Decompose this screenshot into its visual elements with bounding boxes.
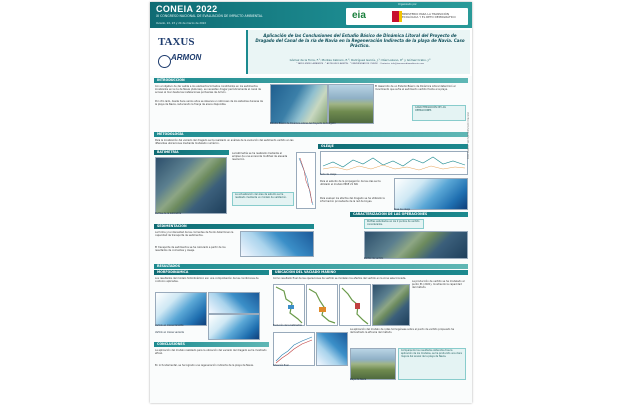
section-resultados: RESULTADOS [154, 264, 468, 269]
intro-text-right: El desarrollo de un Estudio Básico de Dinámica Litoral determinó el movimiento que sufre el sedimento vertido frente a la playa. [375, 85, 456, 91]
intro-objectives-box: CARACTERIZACIÓN DE LAS OPERACIONES [412, 105, 466, 121]
section-caracterizacion: CARACTERIZACIÓN DE LAS OPERACIONES [350, 212, 468, 217]
intro-beach-photo [328, 84, 374, 124]
morpho-map-2 [208, 292, 260, 314]
figure-caption-5: Puntos de vertido [364, 257, 384, 260]
conference-title: CONEIA 2022 [156, 4, 218, 14]
conclusions-text-1: La aplicación del modelo realizado para la ubicación del vaciado del dragado se ha mostrado eficaz. [155, 349, 267, 355]
final-profile-lines [274, 333, 314, 365]
dredge-text-1: Como resultado final de las operaciones de vertido se modelan los efectos del vertido en la zona seleccionada. [273, 277, 407, 280]
dredge-coast-2 [307, 285, 337, 325]
conference-subtitle: XI CONGRESO NACIONAL DE EVALUACIÓN DE IMPACTO AMBIENTAL [156, 14, 263, 18]
organizer-label: Organizado por: [398, 3, 418, 6]
bathymetry-note: La actualización del área de estudio se ha realizado mediante un modelo de validación. [232, 192, 294, 206]
morpho-text: Los resultados del modelo hidrodinámico son una comprobación de las condiciones de contorno aplicadas. [155, 277, 259, 283]
section-conclusiones: CONCLUSIONES [154, 342, 269, 347]
figure-caption-4: Rosa de oleaje [394, 208, 410, 211]
taxus-logo: TAXUS [158, 36, 195, 48]
side-note: POSTER COMUNICACIÓN DEL CONEIA 2022 [466, 112, 469, 160]
section-batimetria: BATIMETRÍA [154, 150, 229, 155]
wave-rose-map [394, 178, 468, 210]
figure-caption-3: Serie de oleaje [320, 173, 337, 176]
government-logo [392, 11, 462, 22]
bathymetry-text: La batimetría se ha realizado mediante el empleo de una ecosonda multihaz de elevada resolución. [232, 152, 288, 161]
conclusions-highlight-box: Comparando los resultados obtenidos tras la aplicación de los modelos, se ha producido una clara mejora del arenal de la playa de Navia. [398, 348, 466, 380]
figure-caption-2: Perfiles de la batimetría [155, 212, 182, 215]
government-label: MINISTERIO PARA LA TRANSICIÓN ECOLÓGICA Y EL RETO DEMOGRÁFICO [402, 12, 456, 19]
armon-emblem-icon [158, 55, 171, 68]
wave-series-line [321, 152, 467, 174]
paper-authors: Gómez de la Torre, F.¹; Montes Cabrero, E.²; Rodríguez García, J.¹; Díaz Lozano, P.¹ y Gómez Crabo, J.³ [289, 58, 431, 62]
poster [150, 2, 472, 403]
dredge-text-3: La producción de vertido se ha modelado al punto P1 (2021), mostrando la capacidad del método. [412, 280, 465, 289]
section-sedimentacion: SEDIMENTACIÓN [154, 224, 314, 229]
section-morfodinamica: MORFODINÁMICA [154, 270, 269, 275]
conclusions-text-2: En lo fundamental, se ha logrado una regeneración indirecta de la playa de Navia. [155, 364, 254, 367]
section-intro: INTRODUCCIÓN [154, 78, 468, 83]
sediment-text-1: La forma y la intensidad de las corrientes de fondo determinan la capacidad de transporte de sedimentos. [155, 231, 234, 237]
sediment-text-2: El transporte de sedimentos se ha calculado a partir de los resultados de corrientes y oleaje. [155, 246, 226, 252]
section-oleaje: OLEAJE [318, 144, 468, 149]
armon-wordmark: ARMON [171, 53, 202, 62]
dredge-map-1 [273, 284, 305, 326]
method-text: Para la localización del vaciado del dragado se ha realizado un análisis de la evolución del sedimento vertido en las diferentes ubicaciones mediante modelado numérico. [155, 139, 294, 145]
conference-dates: Oviedo, 22, 23 y 24 de marzo de 2022 [156, 22, 207, 25]
wave-series-chart [320, 151, 468, 175]
figure-caption-10: Situación final [273, 364, 289, 367]
operations-map [364, 231, 468, 259]
figure-caption-6: Playa de Navia [350, 378, 367, 381]
figure-caption-8: Vertido en marea vaciante [155, 331, 184, 334]
intro-text-2: Por otro lado, desde hace varios años se observa un retroceso de los sistemas dunares de la playa de Navia, reduciendo la franja de arena disponible. [155, 100, 263, 106]
dredge-coast-1 [274, 285, 304, 325]
operations-box: Perfiles estudiados en los 2 puntos de vertido considerados. [364, 219, 424, 229]
eia-logo: eia [352, 10, 366, 21]
figure-caption-7: Vertido en marea llenante [155, 324, 184, 327]
intro-aerial-photo [270, 84, 328, 124]
dredge-map-3 [339, 284, 371, 326]
bathymetry-profile-chart [296, 152, 316, 209]
dredge-text-2: La aplicación del modelo de rutas homogéneas sobre el punto de vertido propuesto ha demostrado la eficacia del método. [350, 328, 455, 334]
beach-result-photo [350, 348, 396, 380]
organizer-logos [346, 8, 468, 25]
dredge-map-4 [372, 284, 410, 326]
morpho-map-1 [155, 292, 207, 326]
armon-logo [158, 54, 204, 68]
figure-caption-1: Estudio Básico de Dinámica Litoral del Proyecto de Dragado [270, 122, 336, 125]
final-situation-map [316, 332, 348, 366]
sediment-map [240, 231, 314, 257]
profile-lines [297, 153, 315, 208]
dredge-map-2 [306, 284, 338, 326]
section-method: METODOLOGÍA [154, 132, 468, 137]
dredge-coast-3 [340, 285, 370, 325]
figure-caption-9: Evolución de la batimetría [273, 324, 302, 327]
header-banner [150, 2, 472, 28]
paper-title-box [246, 30, 470, 74]
wave-text-2: Para evaluar los efectos del dragado se ha utilizado la información procedente de la red de boyas. [320, 197, 385, 203]
wave-text-1: Para el estudio de la propagación de las olas se ha utilizado el modelo MIKE 21 SW. [320, 180, 381, 186]
section-dragado: UBICACIÓN DEL VACIADO MARINO [272, 270, 468, 275]
title-bar [150, 28, 472, 76]
morpho-map-3 [208, 314, 260, 340]
paper-title: Aplicación de las Conclusiones del Estudio Básico de Dinámica Litoral del Proyecto de Dragado del Canal de la ría de Navia en la Regeneración Indirecta de la playa de Navia. Caso Práctico. [255, 33, 465, 48]
intro-text-1: Con el objetivo de dar salida a los elementos tomados constituidos en los sedimentos localizados en la ría de Navia (Asturias), se necesitan dragar periódicamente el canal de acceso al mar desde las instalaciones portuarias de Armón. [155, 85, 261, 94]
final-profile-chart [273, 332, 315, 366]
paper-affiliations: ¹ TAXUS MEDIO AMBIENTE · ² ASTILLEROS ARMÓN · ³ UNIVERSIDAD DE OVIEDO · Contacto: info@taxusmedioambiente.com [295, 63, 425, 65]
bathymetry-map [155, 157, 227, 214]
